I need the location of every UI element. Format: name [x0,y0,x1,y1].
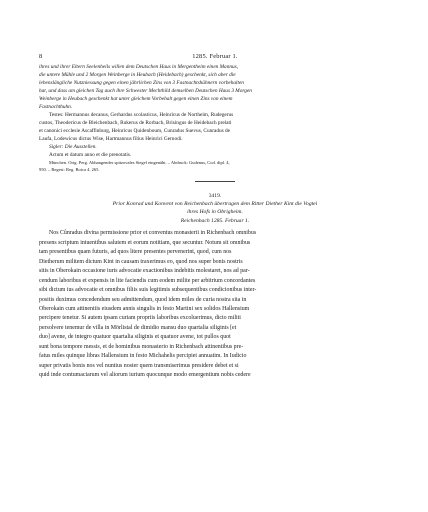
witness-list [39,111,391,143]
running-title: 1285. Februar 1. [192,53,238,60]
text-line: die untere Mühle und 2 Morgen Weinberge in Heubach (Heidebach) geschenkt, sich aber die [39,72,236,78]
document-page [39,52,391,381]
text-line: duo] avene, de integro quatuor quartalia siliginis et quatuor avene, tot pullos quot [39,334,231,341]
text-line: Actum et datum anno et die prenotatis. [49,152,132,158]
text-line: Weinberge in Heubach geschenkt hat unter gleichem Vorbehalt gegen einen Zins von einem [39,96,233,102]
text-line: custos, Theodericus de Bleichenbach, Rukerus de Rorbach, Brisingus de Heidebach prelati [39,120,232,126]
text-line: quid inde contumaciarum vel aliorum iurium quocunque modo emergentium nobis cedere [39,372,251,379]
text-line: sunt bona tempore messis, et de hominibus monasterio in Richenbach attinentibus pre- [39,343,244,350]
text-line: persolvere tenemur de villa in Mörlistal de dimidio mansu duo quartalia siliginis [et [39,324,237,331]
text-line: München. Orig. Perg. Abhangendes spitzovales Siegel eingenäht. – Abdruck: Gudenus, Cod. dipl. 4, [49,160,230,165]
text-line: et canonici ecclesie Ascaffinburg, Heinricus Quidenboum, Cunradus Suevus, Cunradus de [39,128,231,134]
section-divider [195,181,235,182]
document-number: 3419. [208,193,222,199]
text-line: hat, und dass am gleichen Tag auch ihre Schwester Mechthild demselben Deutschen Haus 3 Morgen [39,88,252,94]
text-line: lebenslängliche Nutzniessung gegen einen jährlichen Zins von 3 Fastnachtshühnern vorbehalten [39,80,244,86]
dateline: Reichenbach 1285. Februar 1. [180,218,250,225]
text-line: super privatis bonis nos vel nuntius noster quem transmiserimus presidere debet et si [39,362,239,369]
text-line: ihres Hofs in Obrigheim. [187,209,243,216]
text-line: Oberokain cum attinentiis eiusdem annis singulis in festo Martini sex solidos Hallensium [39,306,250,313]
text-line: sitis in Oberokain occasione iuris advocatie exactionibus indebitis molestaret, nos ad par- [39,268,250,275]
regest-heading [39,200,391,216]
text-line: Dietherum militem dictum Kint in causam traxerimus eo, quod nos super bonis nostris [39,258,243,265]
text-line: Laufa, Lodewicus dictus Wise, Hartmannus filius Heinrici Gernodi. [39,136,183,142]
sigler-line [39,143,391,151]
text-line: Sigler: Die Ausstellen. [49,144,97,150]
summary-paragraph [39,63,391,111]
text-line: Nos Cûnradus divina permissione prior et conventus monasterii in Richenbach omnibus [49,230,257,237]
text-line: Testes: Hermannus decanus, Gerhardus scolasticus, Heinricus de Northeim, Rudegerus [49,112,234,118]
text-line: 950. – Regest: Reg. Boica 4. 265. [39,167,100,172]
text-line: fatus miles quinque libras Hallensium in festo Michahelis percipiet annuatim. In Iudicio [39,353,247,360]
source-footnote [39,159,391,173]
page-number: 8 [39,53,43,60]
text-line: Fastnachthuhn. [39,104,73,110]
text-line: Prior Konrad und Konvent von Reichenbach übertragen dem Ritter Diether Kint die Vogtei [112,201,318,207]
text-line: percipere tenetur. Si autem ipsam curiam propriis laboribus excoluerimus, dicto militi [39,315,241,322]
text-line: cendum laboribus et expensis in lite faciendis cum eodem milite per arbitrium concordantes [39,277,256,284]
page-header [39,52,391,63]
text-line: positis duximus concedendum seu admittendum, quod idem miles de curia nostra sita in [39,296,247,303]
text-line: sibi dictum ius advocatie et omnibus filiis suis legitimis subsequentibus condicionibus inter- [39,287,257,294]
text-line: presens scriptum intuentibus salutem et eorum notitiam, que secuntur. Notum sit omnibus [39,239,251,246]
actum-line [39,151,391,159]
main-text [39,229,391,380]
text-line: tam presentibus quam futuris, ad quos litere presentes pervenerint, quod, cum nos [39,249,232,256]
text-line: ihres und ihrer Eltern Seelenheils willen dem Deutschen Haus in Mergentheim einen Mannus, [39,64,239,70]
